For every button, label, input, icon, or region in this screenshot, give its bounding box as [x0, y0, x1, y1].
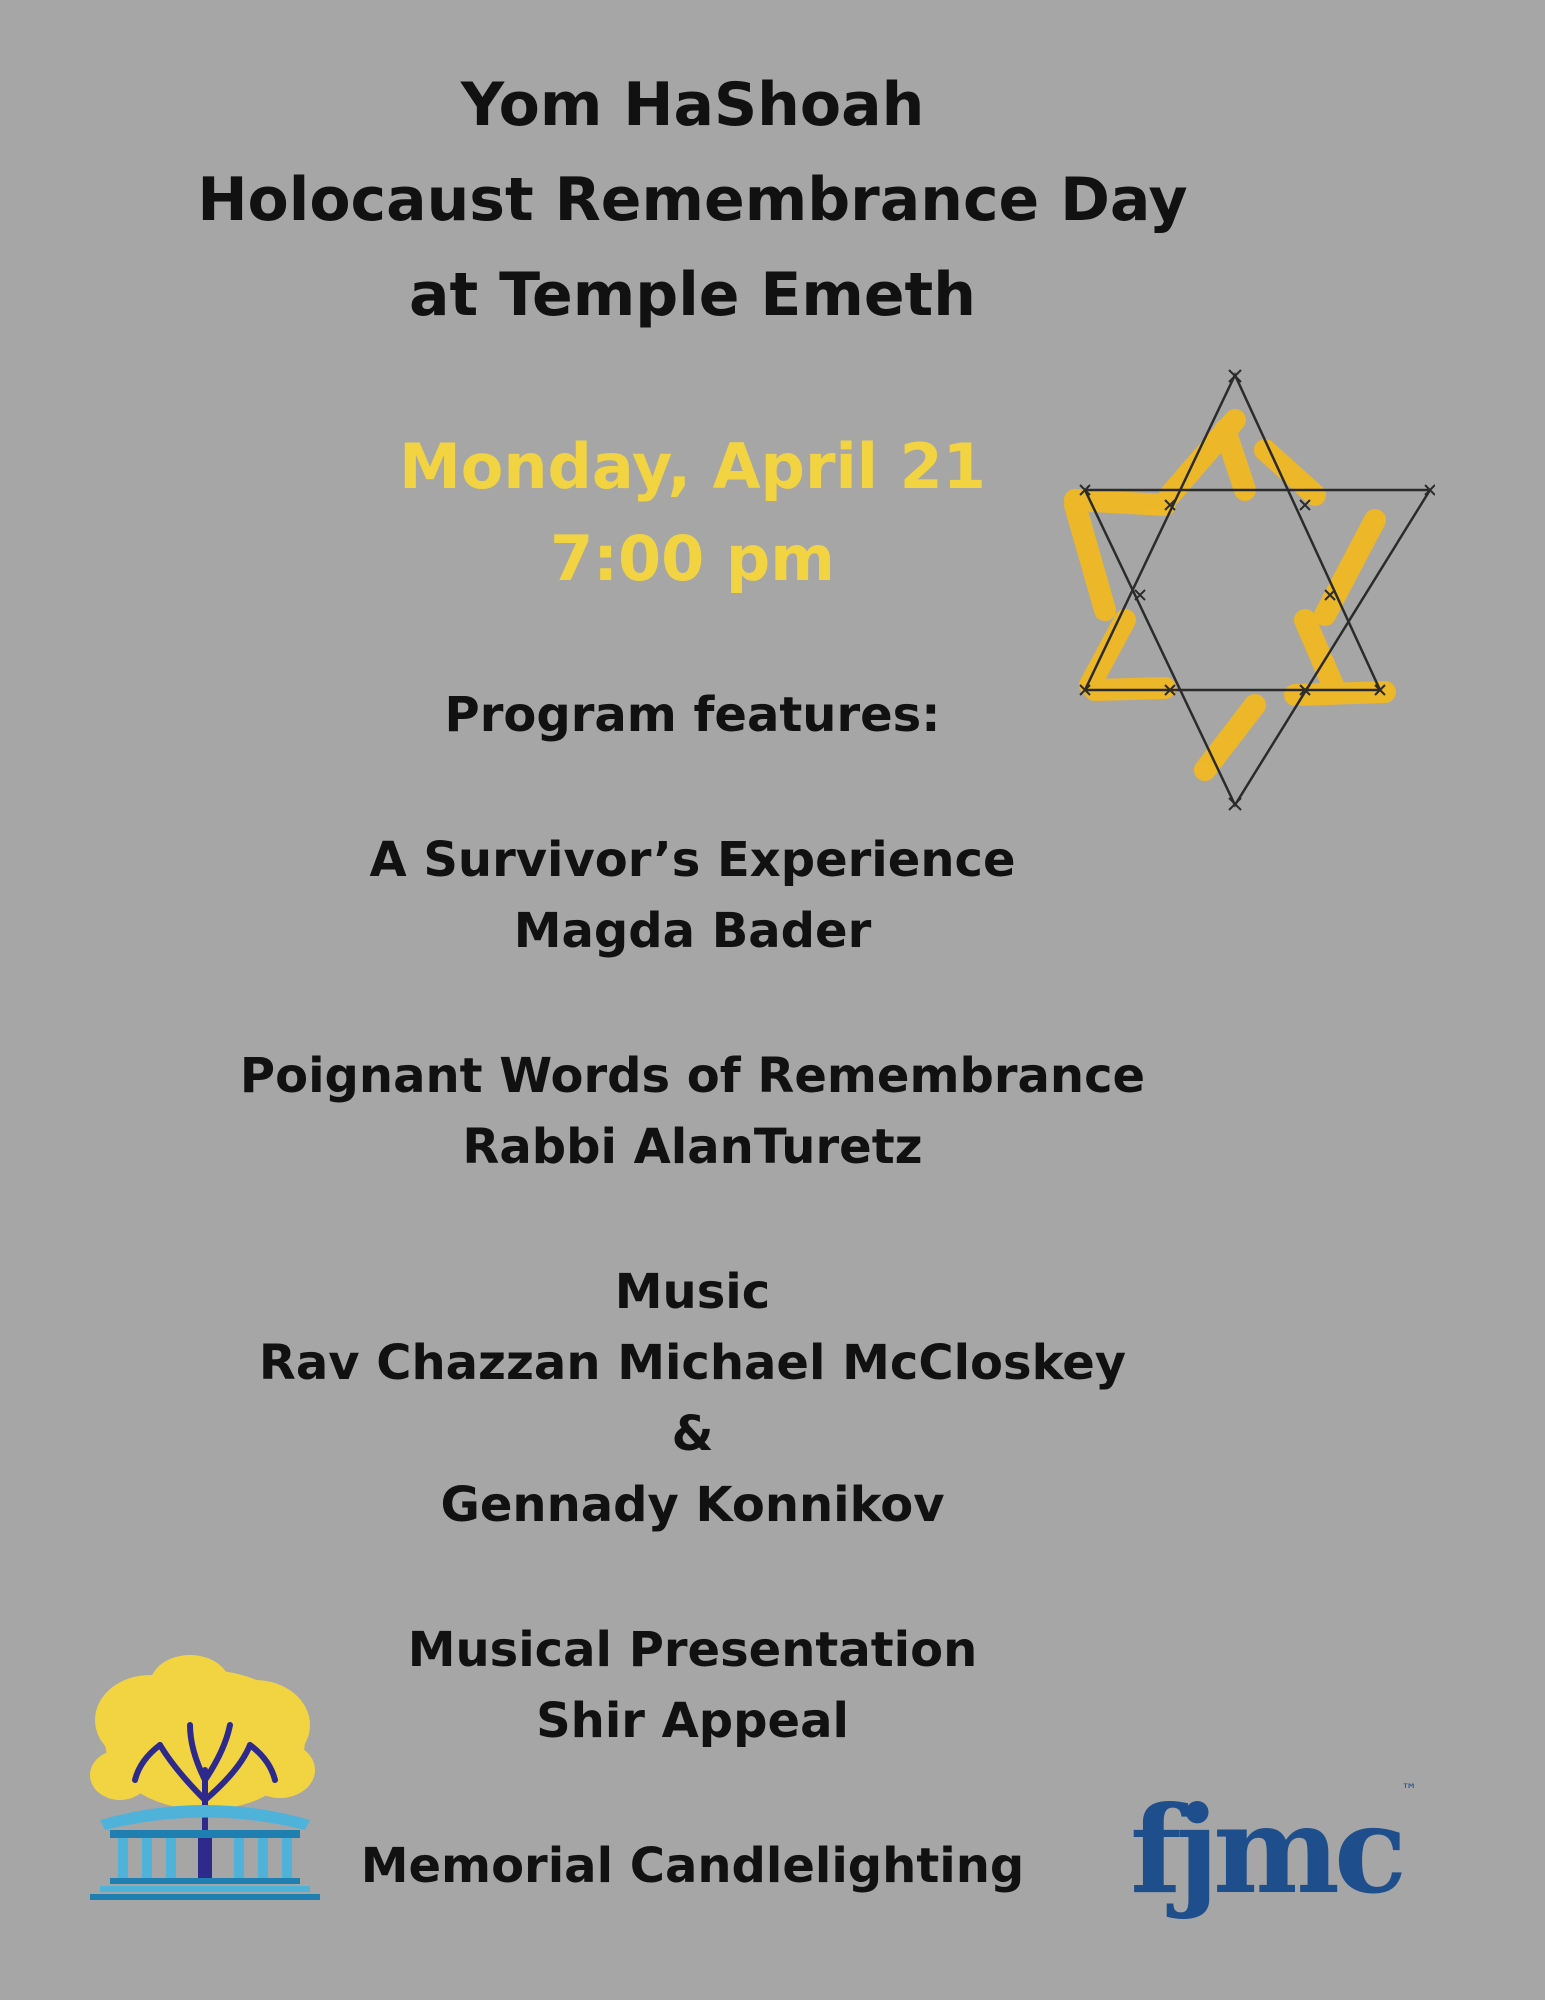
- title-line-2: Holocaust Remembrance Day: [197, 165, 1188, 235]
- program-item-4-title: Musical Presentation: [407, 1622, 978, 1678]
- program-item-2-name: Rabbi AlanTuretz: [462, 1119, 923, 1175]
- program-heading: Program features:: [444, 687, 941, 743]
- temple-emeth-tree-logo: [80, 1650, 330, 1910]
- barbed-wire-outline: [1085, 375, 1430, 805]
- event-date: Monday, April 21: [399, 430, 986, 503]
- title-line-3: at Temple Emeth: [409, 260, 976, 330]
- title-line-1: Yom HaShoah: [460, 70, 925, 140]
- program-item-3-name-2: Gennady Konnikov: [440, 1477, 945, 1533]
- program-item-2-title: Poignant Words of Remembrance: [239, 1048, 1146, 1104]
- star-of-david-barbed-wire-icon: [1045, 360, 1435, 820]
- program-item-1-title: A Survivor’s Experience: [369, 832, 1016, 888]
- fjmc-logo: [1130, 1780, 1418, 1940]
- program-item-3-name-1: Rav Chazzan Michael McCloskey: [258, 1335, 1127, 1391]
- event-time: 7:00 pm: [550, 522, 835, 595]
- fjmc-trademark: ™: [1401, 1780, 1418, 1799]
- program-item-3-ampersand: &: [671, 1406, 714, 1462]
- program-item-3-title: Music: [614, 1264, 771, 1320]
- fjmc-logo-text: fjmc: [1130, 1780, 1402, 1921]
- star-yellow-strokes: [1075, 420, 1385, 770]
- program-item-4-name: Shir Appeal: [536, 1693, 849, 1749]
- program-item-5-title: Memorial Candlelighting: [360, 1838, 1025, 1894]
- program-item-1-name: Magda Bader: [513, 903, 872, 959]
